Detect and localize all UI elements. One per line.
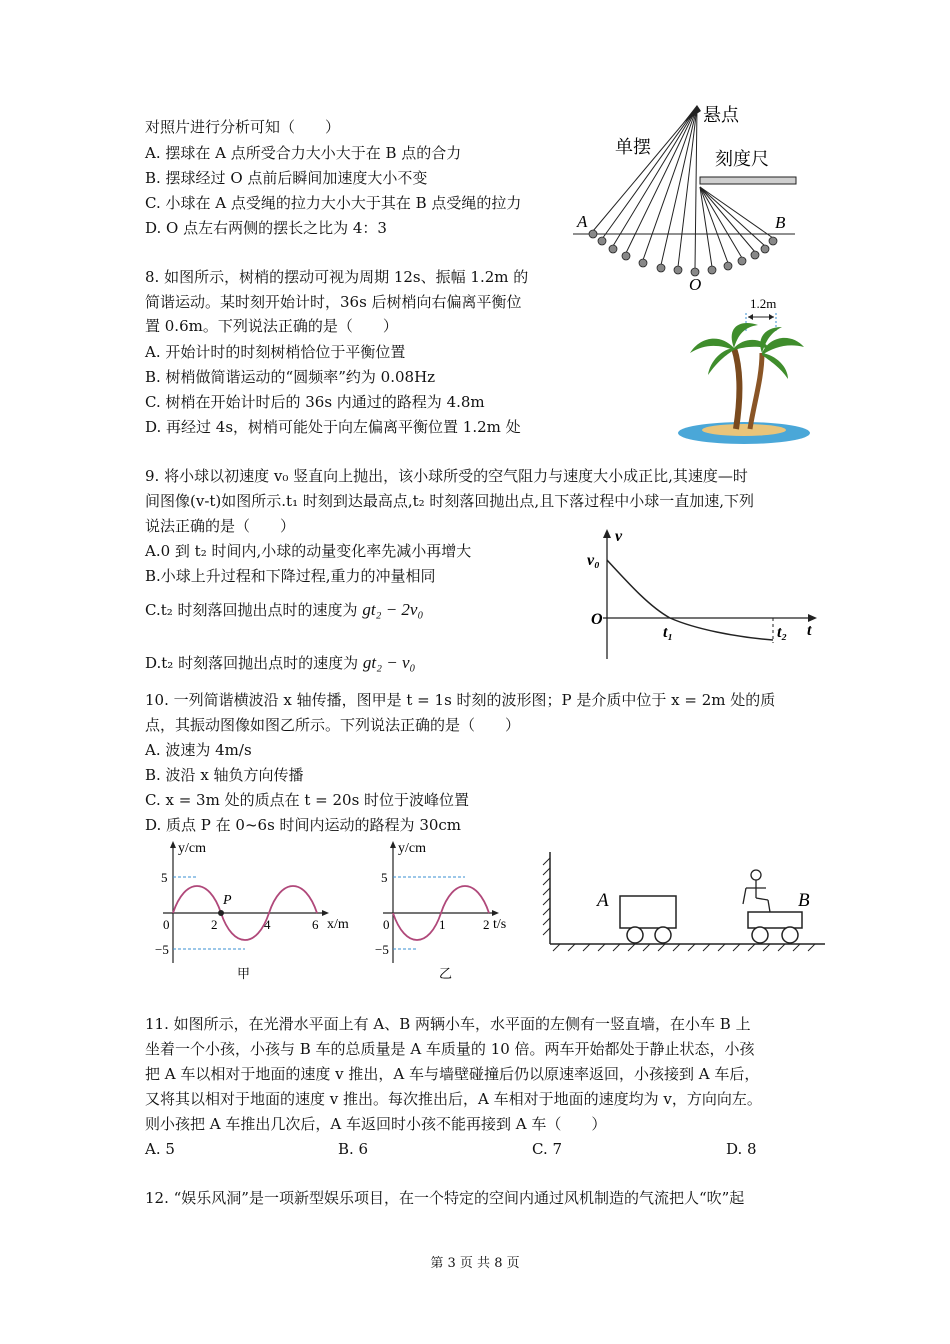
q9-stem-line-1: 9. 将小球以初速度 v₀ 竖直向上抛出，该小球所受的空气阻力与速度大小成正比,其速度—时 [145, 467, 748, 485]
q8-stem-line-1: 8. 如图所示，树梢的摆动可视为周期 12s、振幅 1.2m 的 [145, 268, 529, 286]
string-10 [700, 187, 728, 263]
cart-a-label: A [597, 890, 609, 911]
point-p [218, 910, 224, 916]
cart-b-label: B [798, 890, 810, 911]
q11-stem-line-3: 把 A 车以相对于地面的速度 v 推出，A 车与墙壁碰撞后仍以原速率返回，小孩接到 A 车后， [145, 1065, 760, 1083]
palm-tree-figure [670, 293, 820, 450]
q9-option-d-text: D.t₂ 时刻落回抛出点时的速度为 [145, 654, 359, 672]
q11-stem-line-1: 11. 如图所示，在光滑水平面上有 A、B 两辆小车，水平面的左侧有一竖直墙，在小车 B 上 [145, 1015, 751, 1033]
q7-stem: 对照片进行分析可知（ ） [145, 118, 341, 136]
ruler [700, 177, 796, 184]
q9-option-d [145, 653, 415, 673]
q8-option-d: D. 再经过 4s，树梢可能处于向左偏离平衡位置 1.2m 处 [145, 418, 521, 436]
q7-option-d: D. O 点左右两侧的摆长之比为 4：3 [145, 219, 387, 237]
q11-option-d: D. 8 [726, 1140, 757, 1158]
yi-tick-y-neg5: −5 [375, 942, 389, 957]
trunk-2 [750, 353, 762, 429]
vt-y-label: v [615, 528, 623, 545]
jia-tick-x-4: 4 [264, 917, 271, 932]
q11-stem-line-4: 又将其以相对于地面的速度 v 推出。每次推出后，A 车相对于地面的速度均为 v，方向向左。 [145, 1090, 762, 1108]
q10-stem-line-1: 10. 一列简谐横波沿 x 轴传播，图甲是 t = 1s 时刻的波形图；P 是介质中位于 x = 2m 处的质 [145, 691, 776, 709]
jia-tick-x-2: 2 [211, 917, 218, 932]
yi-caption: 乙 [439, 966, 453, 981]
yi-x-label: t/s [493, 917, 507, 932]
yi-tick-y-5: 5 [381, 870, 388, 885]
child [743, 870, 770, 912]
trunk-1 [734, 348, 740, 429]
q8-stem-line-3: 置 0.6m。下列说法正确的是（ ） [145, 317, 398, 335]
pendulum-figure [565, 95, 815, 295]
page-footer: 第 3 页 共 8 页 [430, 1256, 520, 1271]
q9-option-d-formula: gt₂ − v₀ [362, 653, 416, 672]
vt-origin-label: O [591, 611, 603, 628]
q9-stem-line-3: 说法正确的是（ ） [145, 517, 296, 535]
cart-b [748, 912, 802, 928]
vibration-graph-yi [365, 838, 535, 988]
q7-option-a: A. 摆球在 A 点所受合力大小大于在 B 点的合力 [145, 144, 462, 162]
q9-option-c [145, 600, 423, 620]
q9-option-a: A.0 到 t₂ 时间内,小球的动量变化率先减小再增大 [145, 542, 472, 560]
jia-tick-x-6: 6 [312, 917, 319, 932]
label-suspension: 悬点 [703, 105, 739, 125]
q8-option-a: A. 开始计时的时刻树梢恰位于平衡位置 [145, 343, 406, 361]
q10-option-a: A. 波速为 4m/s [145, 741, 252, 759]
q11-stem-line-2: 坐着一个小孩，小孩与 B 车的总质量是 A 车质量的 10 倍。两车开始都处于静止状态，小孩 [145, 1040, 755, 1058]
string-11 [700, 187, 742, 258]
q10-stem-line-2: 点，其振动图像如图乙所示。下列说法正确的是（ ） [145, 716, 521, 734]
q9-option-c-formula: gt₂ − 2v₀ [362, 600, 424, 619]
jia-y-label: y/cm [178, 841, 206, 856]
q7-option-c: C. 小球在 A 点受绳的拉力大小大于其在 B 点受绳的拉力 [145, 194, 522, 212]
jia-point-label: P [223, 893, 232, 908]
q11-option-a: A. 5 [145, 1140, 175, 1158]
q11-stem-line-5: 则小孩把 A 车推出几次后，A 车返回时小孩不能再接到 A 车（ ） [145, 1115, 607, 1133]
string-2 [602, 107, 697, 239]
label-ruler: 刻度尺 [715, 149, 769, 169]
q10-option-b: B. 波沿 x 轴负方向传播 [145, 766, 304, 784]
string-a [593, 107, 697, 231]
label-a: A [577, 212, 588, 231]
yi-y-label: y/cm [398, 841, 426, 856]
q11-option-b: B. 6 [338, 1140, 369, 1158]
yi-tick-x-1: 1 [439, 917, 446, 932]
bob-a [589, 230, 597, 238]
vt-graph [585, 525, 825, 665]
q7-option-b: B. 摆球经过 O 点前后瞬间加速度大小不变 [145, 169, 428, 187]
q8-option-c: C. 树梢在开始计时后的 36s 内通过的路程为 4.8m [145, 393, 485, 411]
q9-option-b: B.小球上升过程和下降过程,重力的冲量相同 [145, 567, 436, 585]
vt-t1-label: t₁ [663, 624, 674, 641]
cart-a [620, 896, 676, 928]
label-o: O [689, 275, 702, 294]
string-6 [661, 107, 697, 265]
string-7 [678, 107, 697, 267]
q10-option-c: C. x = 3m 处的质点在 t = 20s 时位于波峰位置 [145, 791, 470, 809]
amplitude-label: 1.2m [750, 296, 777, 311]
vt-t2-label: t₂ [777, 624, 788, 641]
jia-tick-x-0: 0 [163, 917, 170, 932]
string-13 [700, 187, 765, 246]
q8-stem-line-2: 简谐运动。某时刻开始计时，36s 后树梢向右偏离平衡位 [145, 293, 522, 311]
vt-x-label: t [807, 622, 812, 639]
wave-graph-jia [145, 838, 360, 988]
jia-tick-y-neg5: −5 [155, 942, 169, 957]
vt-curve [607, 560, 773, 640]
q8-option-b: B. 树梢做简谐运动的“圆频率”约为 0.08Hz [145, 368, 436, 386]
island [702, 424, 786, 436]
label-pendulum: 单摆 [615, 137, 651, 157]
q10-option-d: D. 质点 P 在 0~6s 时间内运动的路程为 30cm [145, 816, 462, 834]
label-b: B [775, 213, 786, 232]
yi-tick-x-0: 0 [383, 917, 390, 932]
carts-figure [540, 848, 830, 958]
jia-caption: 甲 [237, 966, 251, 981]
vt-v0-label: v₀ [587, 552, 600, 569]
q9-option-c-text: C.t₂ 时刻落回抛出点时的速度为 [145, 601, 358, 619]
q9-stem-line-2: 间图像(v-t)如图所示.t₁ 时刻到达最高点,t₂ 时刻落回抛出点,且下落过程中小球一直加速,下列 [145, 492, 754, 510]
bob-b [769, 237, 777, 245]
q12-stem-line-1: 12. “娱乐风洞”是一项新型娱乐项目，在一个特定的空间内通过风机制造的气流把人“吹”起 [145, 1189, 745, 1207]
jia-tick-y-5: 5 [161, 870, 168, 885]
jia-x-label: x/m [327, 917, 349, 932]
string-o [695, 107, 697, 269]
q11-option-c: C. 7 [532, 1140, 563, 1158]
string-4 [626, 107, 697, 253]
yi-tick-x-2: 2 [483, 917, 490, 932]
